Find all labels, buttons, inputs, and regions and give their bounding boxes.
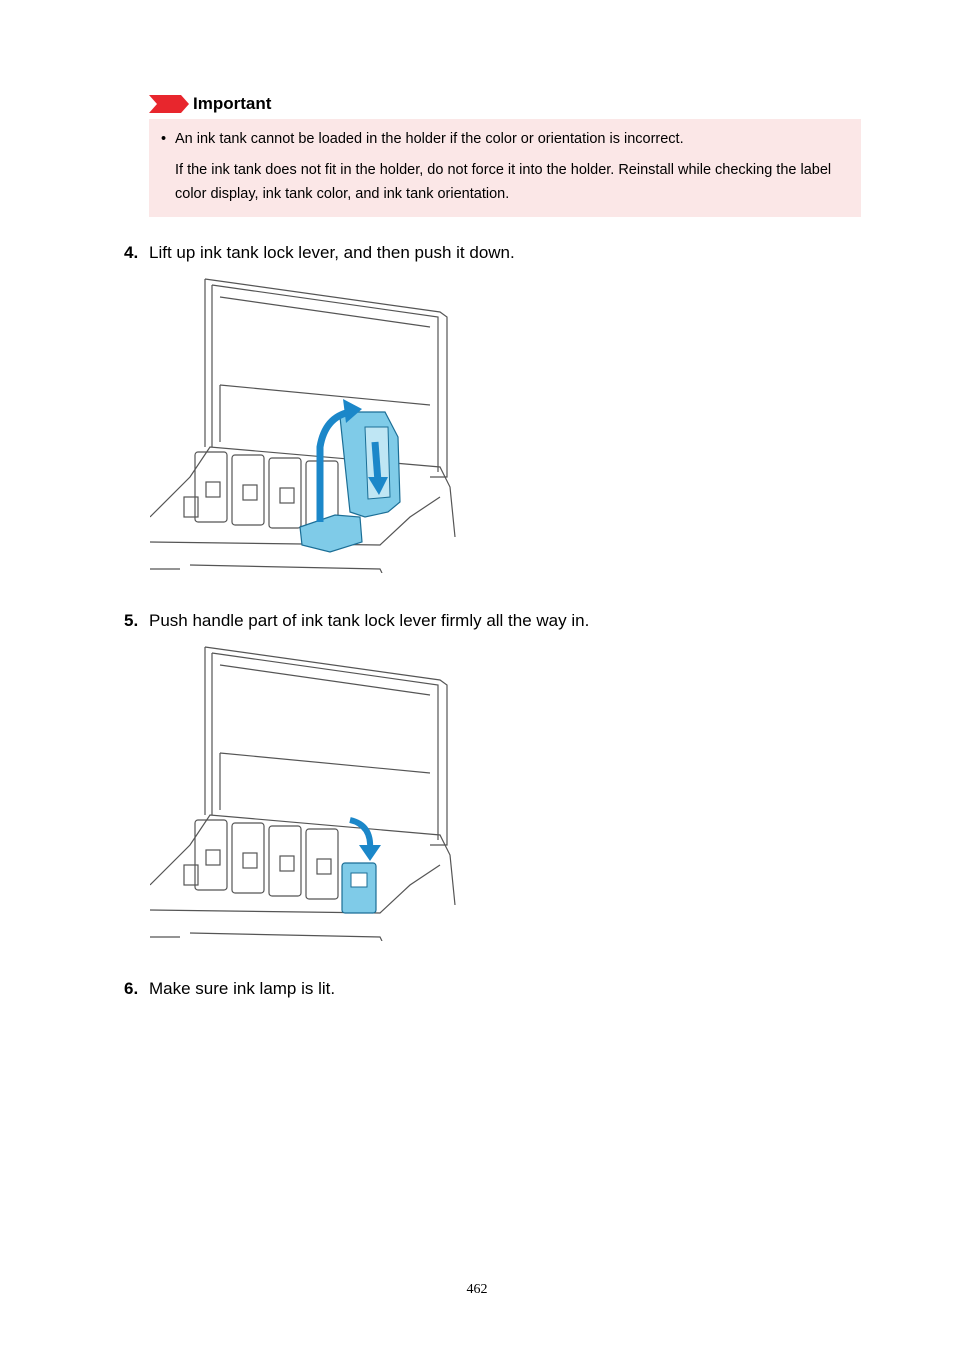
- figure-push-lever: [150, 645, 460, 941]
- step-6: [124, 979, 335, 999]
- step-text: Make sure ink lamp is lit.: [149, 979, 336, 998]
- important-bullet: [161, 127, 841, 151]
- step-4: [124, 243, 515, 263]
- step-text: Lift up ink tank lock lever, and then push it down.: [149, 243, 515, 262]
- important-box: [149, 119, 861, 217]
- bullet-dot: •: [161, 131, 167, 147]
- figure-lift-lever: [150, 277, 460, 573]
- step-number: 4.: [124, 243, 139, 262]
- page-number: 462: [466, 1282, 488, 1297]
- step-text: Push handle part of ink tank lock lever firmly all the way in.: [149, 611, 590, 630]
- step-number: 5.: [124, 611, 139, 630]
- important-line-1: An ink tank cannot be loaded in the holder if the color or orientation is incorrect.: [175, 131, 684, 147]
- important-chevrons-icon: [149, 95, 189, 113]
- step-5: [124, 611, 589, 631]
- important-header: [149, 93, 271, 115]
- important-line-2: If the ink tank does not fit in the holder, do not force it into the holder. Reinstall while checking the label color display, ink tank color, and ink tank orientation.: [175, 162, 832, 202]
- step-number: 6.: [124, 979, 139, 998]
- important-title: Important: [193, 94, 272, 113]
